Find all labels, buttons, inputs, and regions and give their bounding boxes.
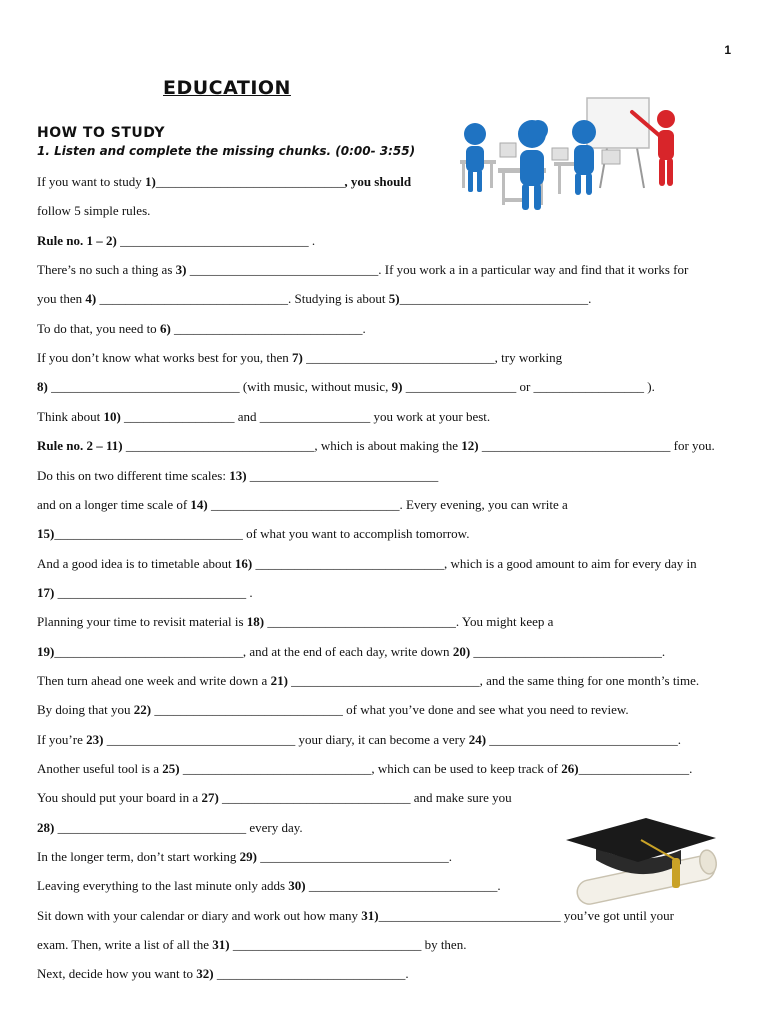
item-number: 32) [196,966,214,981]
exercise-text: and on a longer time scale of [37,497,191,512]
item-number: 3) [175,262,187,277]
exercise-line [37,526,748,542]
item-number: , you should [344,174,412,189]
exercise-text: _____________________________. [170,321,366,336]
exercise-text: Another useful tool is a [37,761,163,776]
item-number: 6) [159,321,171,336]
document-title: EDUCATION [163,77,291,99]
item-number: 21) [270,673,288,688]
exercise-text: _________________ or _________________ ). [402,379,655,394]
exercise-line [37,614,748,630]
exercise-text: _____________________________. You might keep a [264,614,554,629]
exercise-line [37,673,748,689]
exercise-line [37,585,748,601]
exercise-line [37,174,748,190]
exercise-line [37,497,748,513]
item-number: 4) [85,291,97,306]
exercise-text: Next, decide how you want to [37,966,197,981]
exercise-line [37,409,748,425]
exercise-text: _____________________________, and at the end of each day, write down [54,644,453,659]
exercise-line [37,937,748,953]
exercise-line [37,379,748,395]
item-number: 18) [246,614,265,629]
item-number: 9) [391,379,403,394]
exercise-text: You should put your board in a [37,790,202,805]
page-number: 1 [724,43,731,57]
exercise-text: exam. Then, write a list of all the [37,937,213,952]
item-number: 23) [86,732,104,747]
exercise-text: _____________________________. [486,732,682,747]
exercise-text: _____________________________ . [54,585,253,600]
item-number: 5) [388,291,400,306]
exercise-text: _____________________________ by then. [229,937,467,952]
exercise-line [37,468,748,484]
exercise-text: _____________________________, try working [302,350,563,365]
exercise-text: _________________. [578,761,693,776]
section-heading: HOW TO STUDY [37,125,166,141]
exercise-text: _____________________________ [246,468,439,483]
exercise-line [37,790,748,806]
exercise-text: And a good idea is to timetable about [37,556,235,571]
item-number: Rule no. 1 – 2) [37,233,117,248]
exercise-text: _____________________________ . [116,233,316,248]
exercise-text: _____________________________ and make sure you [218,790,512,805]
exercise-text: you then [37,291,86,306]
item-number: 31) [361,908,379,923]
item-number: 14) [190,497,208,512]
exercise-text: _____________________________, which is about making the [122,438,462,453]
exercise-text: _____________________________ every day. [54,820,303,835]
exercise-text: If you’re [37,732,87,747]
exercise-text: Think about [37,409,104,424]
exercise-text: _____________________________ of what you want to accomplish tomorrow. [54,526,470,541]
exercise-text: Then turn ahead one week and write down a [37,673,271,688]
exercise-text: Leaving everything to the last minute only adds [37,878,289,893]
exercise-text: In the longer term, don’t start working [37,849,240,864]
exercise-line [37,350,748,366]
exercise-text: _____________________________, and the same thing for one month’s time. [287,673,700,688]
item-number: 16) [234,556,253,571]
item-number: 20) [452,644,471,659]
item-number: Rule no. 2 – 11) [37,438,123,453]
item-number: 26) [561,761,579,776]
exercise-text: _____________________________. [257,849,453,864]
item-number: 17) [37,585,55,600]
item-number: 25) [162,761,180,776]
exercise-text: There’s no such a thing as [37,262,176,277]
exercise-line [37,203,748,219]
exercise-line [37,908,748,924]
exercise-text: _____________________________ your diary, it can become a very [103,732,469,747]
exercise-line [37,702,748,718]
exercise-text: _____________________________, which is a good amount to aim for every day in [252,556,697,571]
exercise-text: Planning your time to revisit material is [37,614,247,629]
exercise-line [37,556,748,572]
exercise-text: _____________________________ of what you’ve done and see what you need to review. [151,702,629,717]
exercise-text: Do this on two different time scales: [37,468,230,483]
exercise-text: If you want to study [37,174,145,189]
exercise-text: _____________________________, which can be used to keep track of [179,761,562,776]
item-number: 24) [468,732,487,747]
exercise-text: _____________________________. [305,878,501,893]
exercise-instruction: 1. Listen and complete the missing chunks. (0:00- 3:55) [37,144,416,158]
exercise-line [37,321,748,337]
exercise-text: _____________________________. Studying is about [96,291,389,306]
exercise-text: follow 5 simple rules. [37,203,151,218]
item-number: 22) [133,702,152,717]
exercise-text: _____________________________. Every evening, you can write a [207,497,568,512]
exercise-text: By doing that you [37,702,134,717]
exercise-line [37,291,748,307]
exercise-text: _____________________________ for you. [478,438,715,453]
exercise-text: _____________________________. [399,291,592,306]
item-number: 19) [37,644,55,659]
item-number: 8) [37,379,48,394]
graduation-cap-illustration [556,810,726,910]
item-number: 13) [229,468,247,483]
item-number: 7) [292,350,303,365]
exercise-text: _____________________________ (with music, without music, [47,379,392,394]
item-number: 30) [288,878,306,893]
exercise-text: ____________________________ you’ve got until your [378,908,674,923]
exercise-line [37,644,748,660]
exercise-text: _________________ and _________________ you work at your best. [120,409,491,424]
item-number: 12) [461,438,479,453]
item-number: 10) [103,409,121,424]
exercise-line [37,732,748,748]
exercise-text: To do that, you need to [37,321,160,336]
exercise-line [37,966,748,982]
item-number: 1) [144,174,156,189]
item-number: 15) [37,526,55,541]
exercise-line [37,761,748,777]
item-number: 29) [239,849,258,864]
exercise-line [37,262,748,278]
item-number: 27) [201,790,219,805]
item-number: 28) [37,820,55,835]
exercise-text: Sit down with your calendar or diary and work out how many [37,908,362,923]
exercise-text: _____________________________ [155,174,345,189]
exercise-text: If you don’t know what works best for you, then [37,350,293,365]
exercise-text: _____________________________. [470,644,666,659]
exercise-line [37,438,748,454]
exercise-text: _____________________________. If you work a in a particular way and find that it works for [186,262,689,277]
item-number: 31) [212,937,230,952]
exercise-text: _____________________________. [213,966,409,981]
exercise-line [37,233,748,249]
